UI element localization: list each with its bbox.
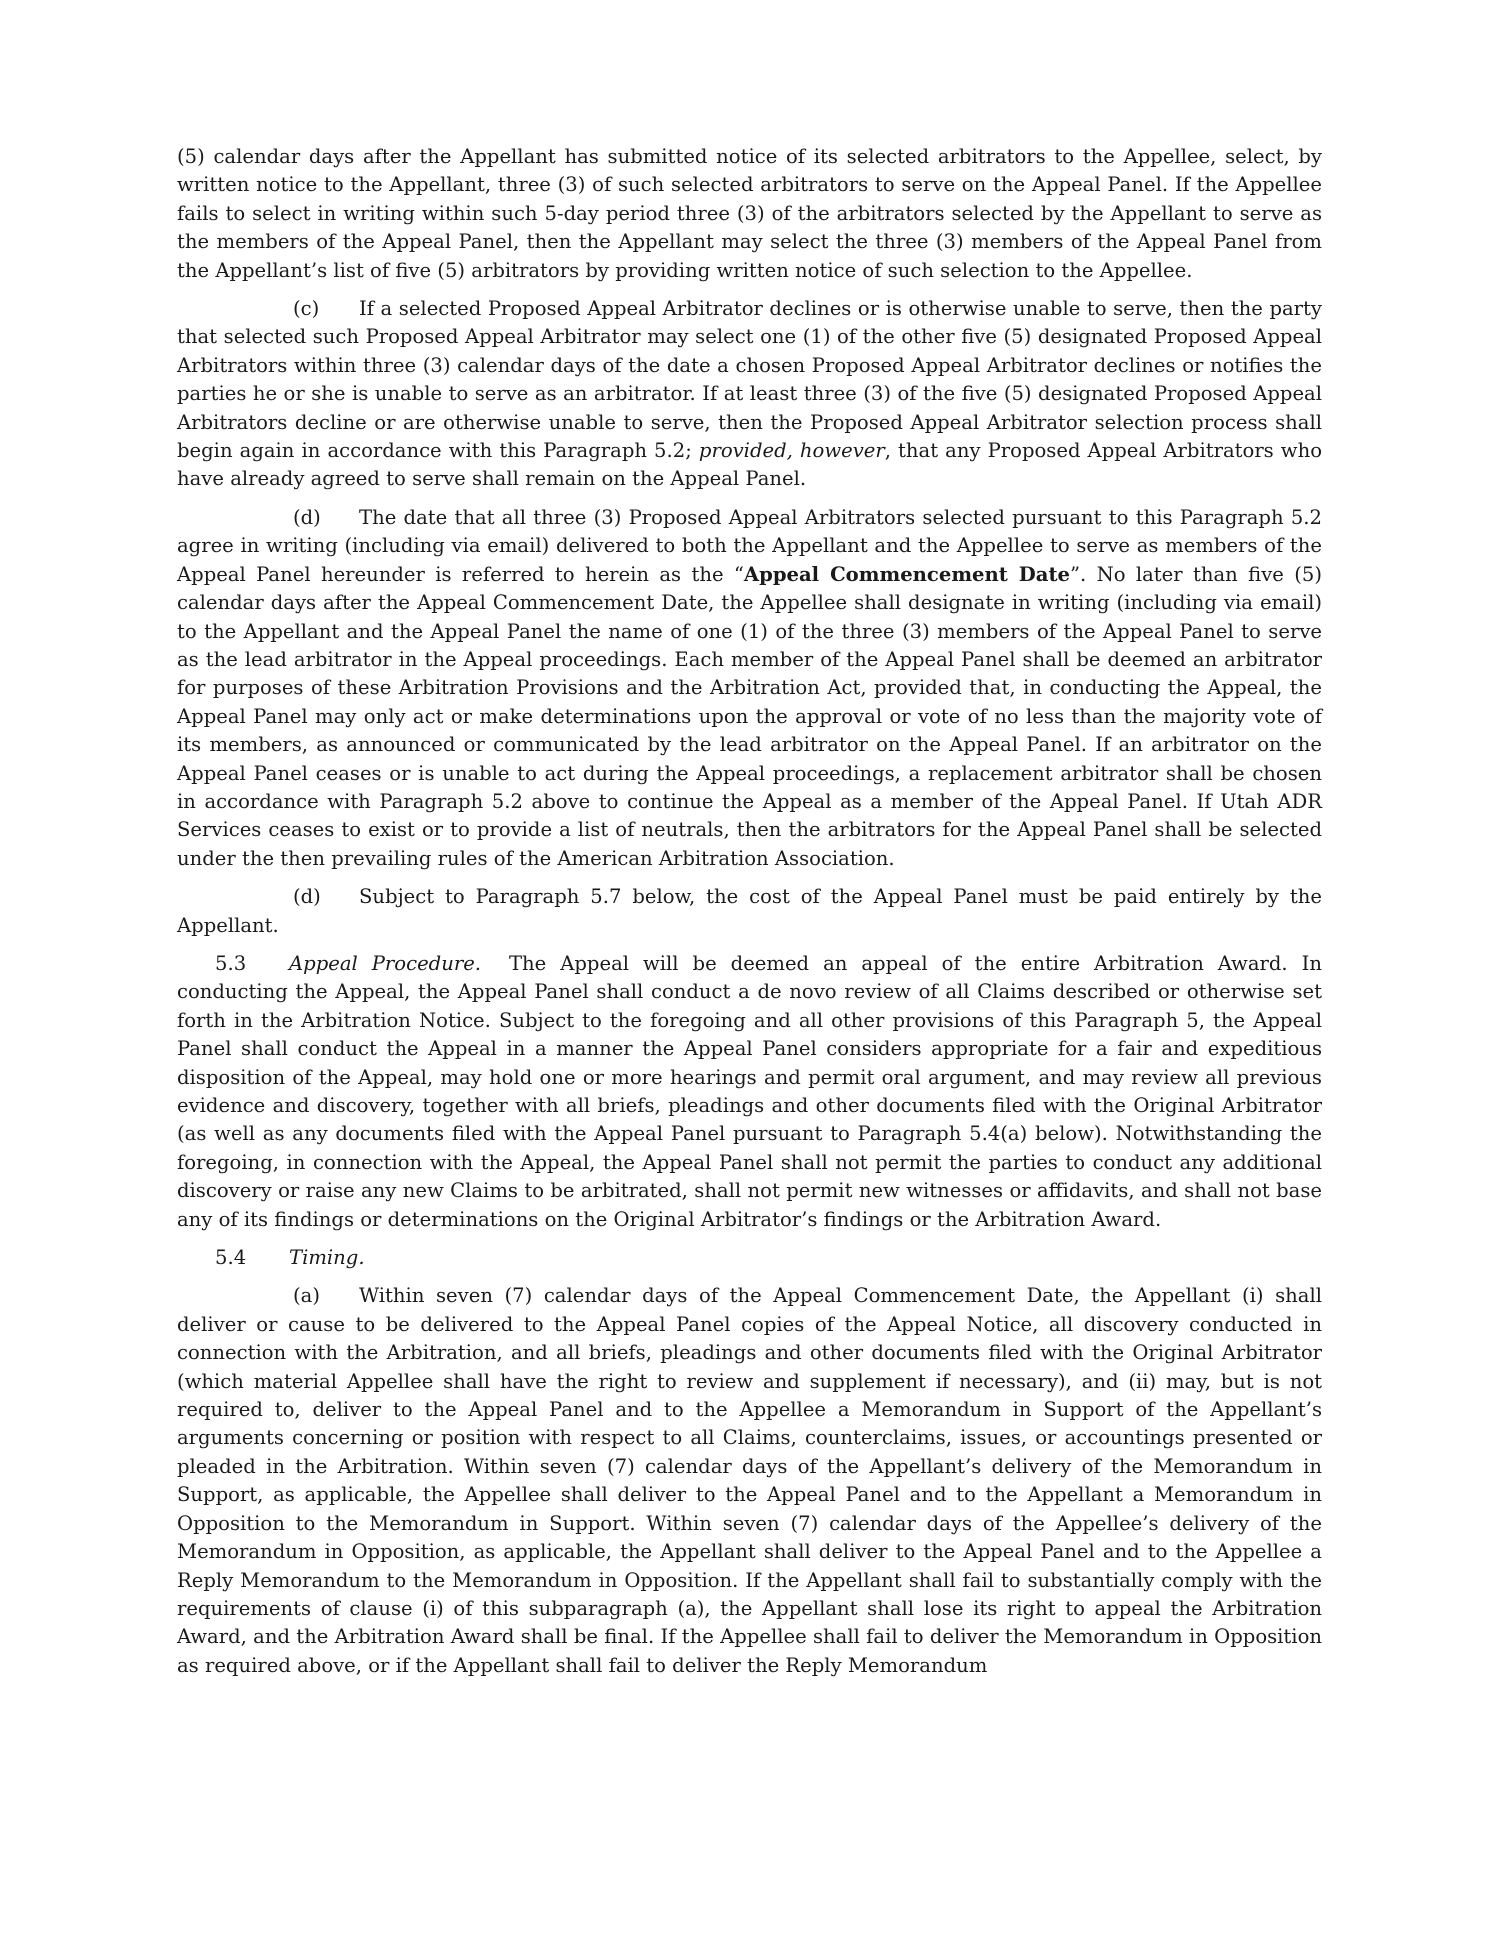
- section-5-3: [177, 950, 1322, 1234]
- paragraph-text: If a selected Proposed Appeal Arbitrator declines or is otherwise unable to serve, then the party that selected such Proposed Appeal Arbitrator may select one (1) of the other five (5) designated Proposed Appeal Arbitrators within three (3) calendar days of the date a chosen Proposed Appeal Arbitrator declines or notifies the parties he or she is unable to serve as an arbitrator. If at least three (3) of the five (5) designated Proposed Appeal Arbitrators decline or are otherwise unable to serve, then the Proposed Appeal Arbitrator selection process shall begin again in accordance with this Paragraph 5.2;: [177, 297, 1322, 463]
- paragraph-text: The Appeal will be deemed an appeal of the entire Arbitration Award. In conducting the Appeal, the Appeal Panel shall conduct a de novo review of all Claims described or otherwise set forth in the Arbitration Notice. Subject to the foregoing and all other provisions of this Paragraph 5, the Appeal Panel shall conduct the Appeal in a manner the Appeal Panel considers appropriate for a fair and expeditious disposition of the Appeal, may hold one or more hearings and permit oral argument, and may review all previous evidence and discovery, together with all briefs, pleadings and other documents filed with the Original Arbitrator (as well as any documents filed with the Appeal Panel pursuant to Paragraph 5.4(a) below). Notwithstanding the foregoing, in connection with the Appeal, the Appeal Panel shall not permit the parties to conduct any additional discovery or raise any new Claims to be arbitrated, shall not permit new witnesses or affidavits, and shall not base any of its findings or determinations on the Original Arbitrator’s findings or the Arbitration Award.: [177, 951, 1322, 1231]
- italic-phrase: provided, however: [698, 439, 885, 463]
- clause-label: (d): [293, 885, 321, 909]
- paragraph-a-timing: [177, 1282, 1322, 1680]
- section-heading: Timing.: [289, 1246, 365, 1270]
- paragraph-text: (5) calendar days after the Appellant has submitted notice of its selected arbitrators to the Appellee, select, by written notice to the Appellant, three (3) of such selected arbitrators to serve on the Appeal Panel. If the Appellee fails to select in writing within such 5-day period three (3) of the arbitrators selected by the Appellant to serve as the members of the Appeal Panel, then the Appellant may select the three (3) members of the Appeal Panel from the Appellant’s list of five (5) arbitrators by providing written notice of such selection to the Appellee.: [177, 145, 1322, 282]
- clause-label: (a): [293, 1284, 320, 1308]
- paragraph-continued: [177, 143, 1322, 285]
- section-number: 5.3: [215, 951, 247, 975]
- section-heading: Appeal Procedure.: [289, 951, 482, 975]
- paragraph-text: The date that all three (3) Proposed Appeal Arbitrators selected pursuant to this Paragraph 5.2 agree in writing (including via email) delivered to both the Appellant and the Appellee to serve as members of the Appeal Panel hereunder is referred to herein as the “: [177, 505, 1322, 586]
- paragraph-c: [177, 295, 1322, 494]
- paragraph-text: Subject to Paragraph 5.7 below, the cost of the Appeal Panel must be paid entirely by the Appellant.: [177, 885, 1322, 937]
- document-page: [177, 143, 1322, 1680]
- paragraph-d-commencement: [177, 504, 1322, 873]
- section-5-4: [177, 1244, 1322, 1272]
- defined-term: Appeal Commencement Date: [743, 562, 1070, 586]
- paragraph-d-cost: [177, 883, 1322, 940]
- clause-label: (c): [293, 297, 320, 321]
- paragraph-text-tail: , that any Proposed Appeal Arbitrators who have already agreed to serve shall remain on the Appeal Panel.: [177, 439, 1322, 491]
- paragraph-text: Within seven (7) calendar days of the Appeal Commencement Date, the Appellant (i) shall deliver or cause to be delivered to the Appeal Panel copies of the Appeal Notice, all discovery conducted in connection with the Arbitration, and all briefs, pleadings and other documents filed with the Original Arbitrator (which material Appellee shall have the right to review and supplement if necessary), and (ii) may, but is not required to, deliver to the Appeal Panel and to the Appellee a Memorandum in Support of the Appellant’s arguments concerning or position with respect to all Claims, counterclaims, issues, or accountings presented or pleaded in the Arbitration. Within seven (7) calendar days of the Appellant’s delivery of the Memorandum in Support, as applicable, the Appellee shall deliver to the Appeal Panel and to the Appellant a Memorandum in Opposition to the Memorandum in Support. Within seven (7) calendar days of the Appellee’s delivery of the Memorandum in Opposition, as applicable, the Appellant shall deliver to the Appeal Panel and to the Appellee a Reply Memorandum to the Memorandum in Opposition. If the Appellant shall fail to substantially comply with the requirements of clause (i) of this subparagraph (a), the Appellant shall lose its right to appeal the Arbitration Award, and the Arbitration Award shall be final. If the Appellee shall fail to deliver the Memorandum in Opposition as required above, or if the Appellant shall fail to deliver the Reply Memorandum: [177, 1284, 1322, 1677]
- section-number: 5.4: [215, 1246, 247, 1270]
- paragraph-text-tail: ”. No later than five (5) calendar days after the Appeal Commencement Date, the Appellee shall designate in writing (including via email) to the Appellant and the Appeal Panel the name of one (1) of the three (3) members of the Appeal Panel to serve as the lead arbitrator in the Appeal proceedings. Each member of the Appeal Panel shall be deemed an arbitrator for purposes of these Arbitration Provisions and the Arbitration Act, provided that, in conducting the Appeal, the Appeal Panel may only act or make determinations upon the approval or vote of no less than the majority vote of its members, as announced or communicated by the lead arbitrator on the Appeal Panel. If an arbitrator on the Appeal Panel ceases or is unable to act during the Appeal proceedings, a replacement arbitrator shall be chosen in accordance with Paragraph 5.2 above to continue the Appeal as a member of the Appeal Panel. If Utah ADR Services ceases to exist or to provide a list of neutrals, then the arbitrators for the Appeal Panel shall be selected under the then prevailing rules of the American Arbitration Association.: [177, 562, 1322, 870]
- clause-label: (d): [293, 505, 321, 529]
